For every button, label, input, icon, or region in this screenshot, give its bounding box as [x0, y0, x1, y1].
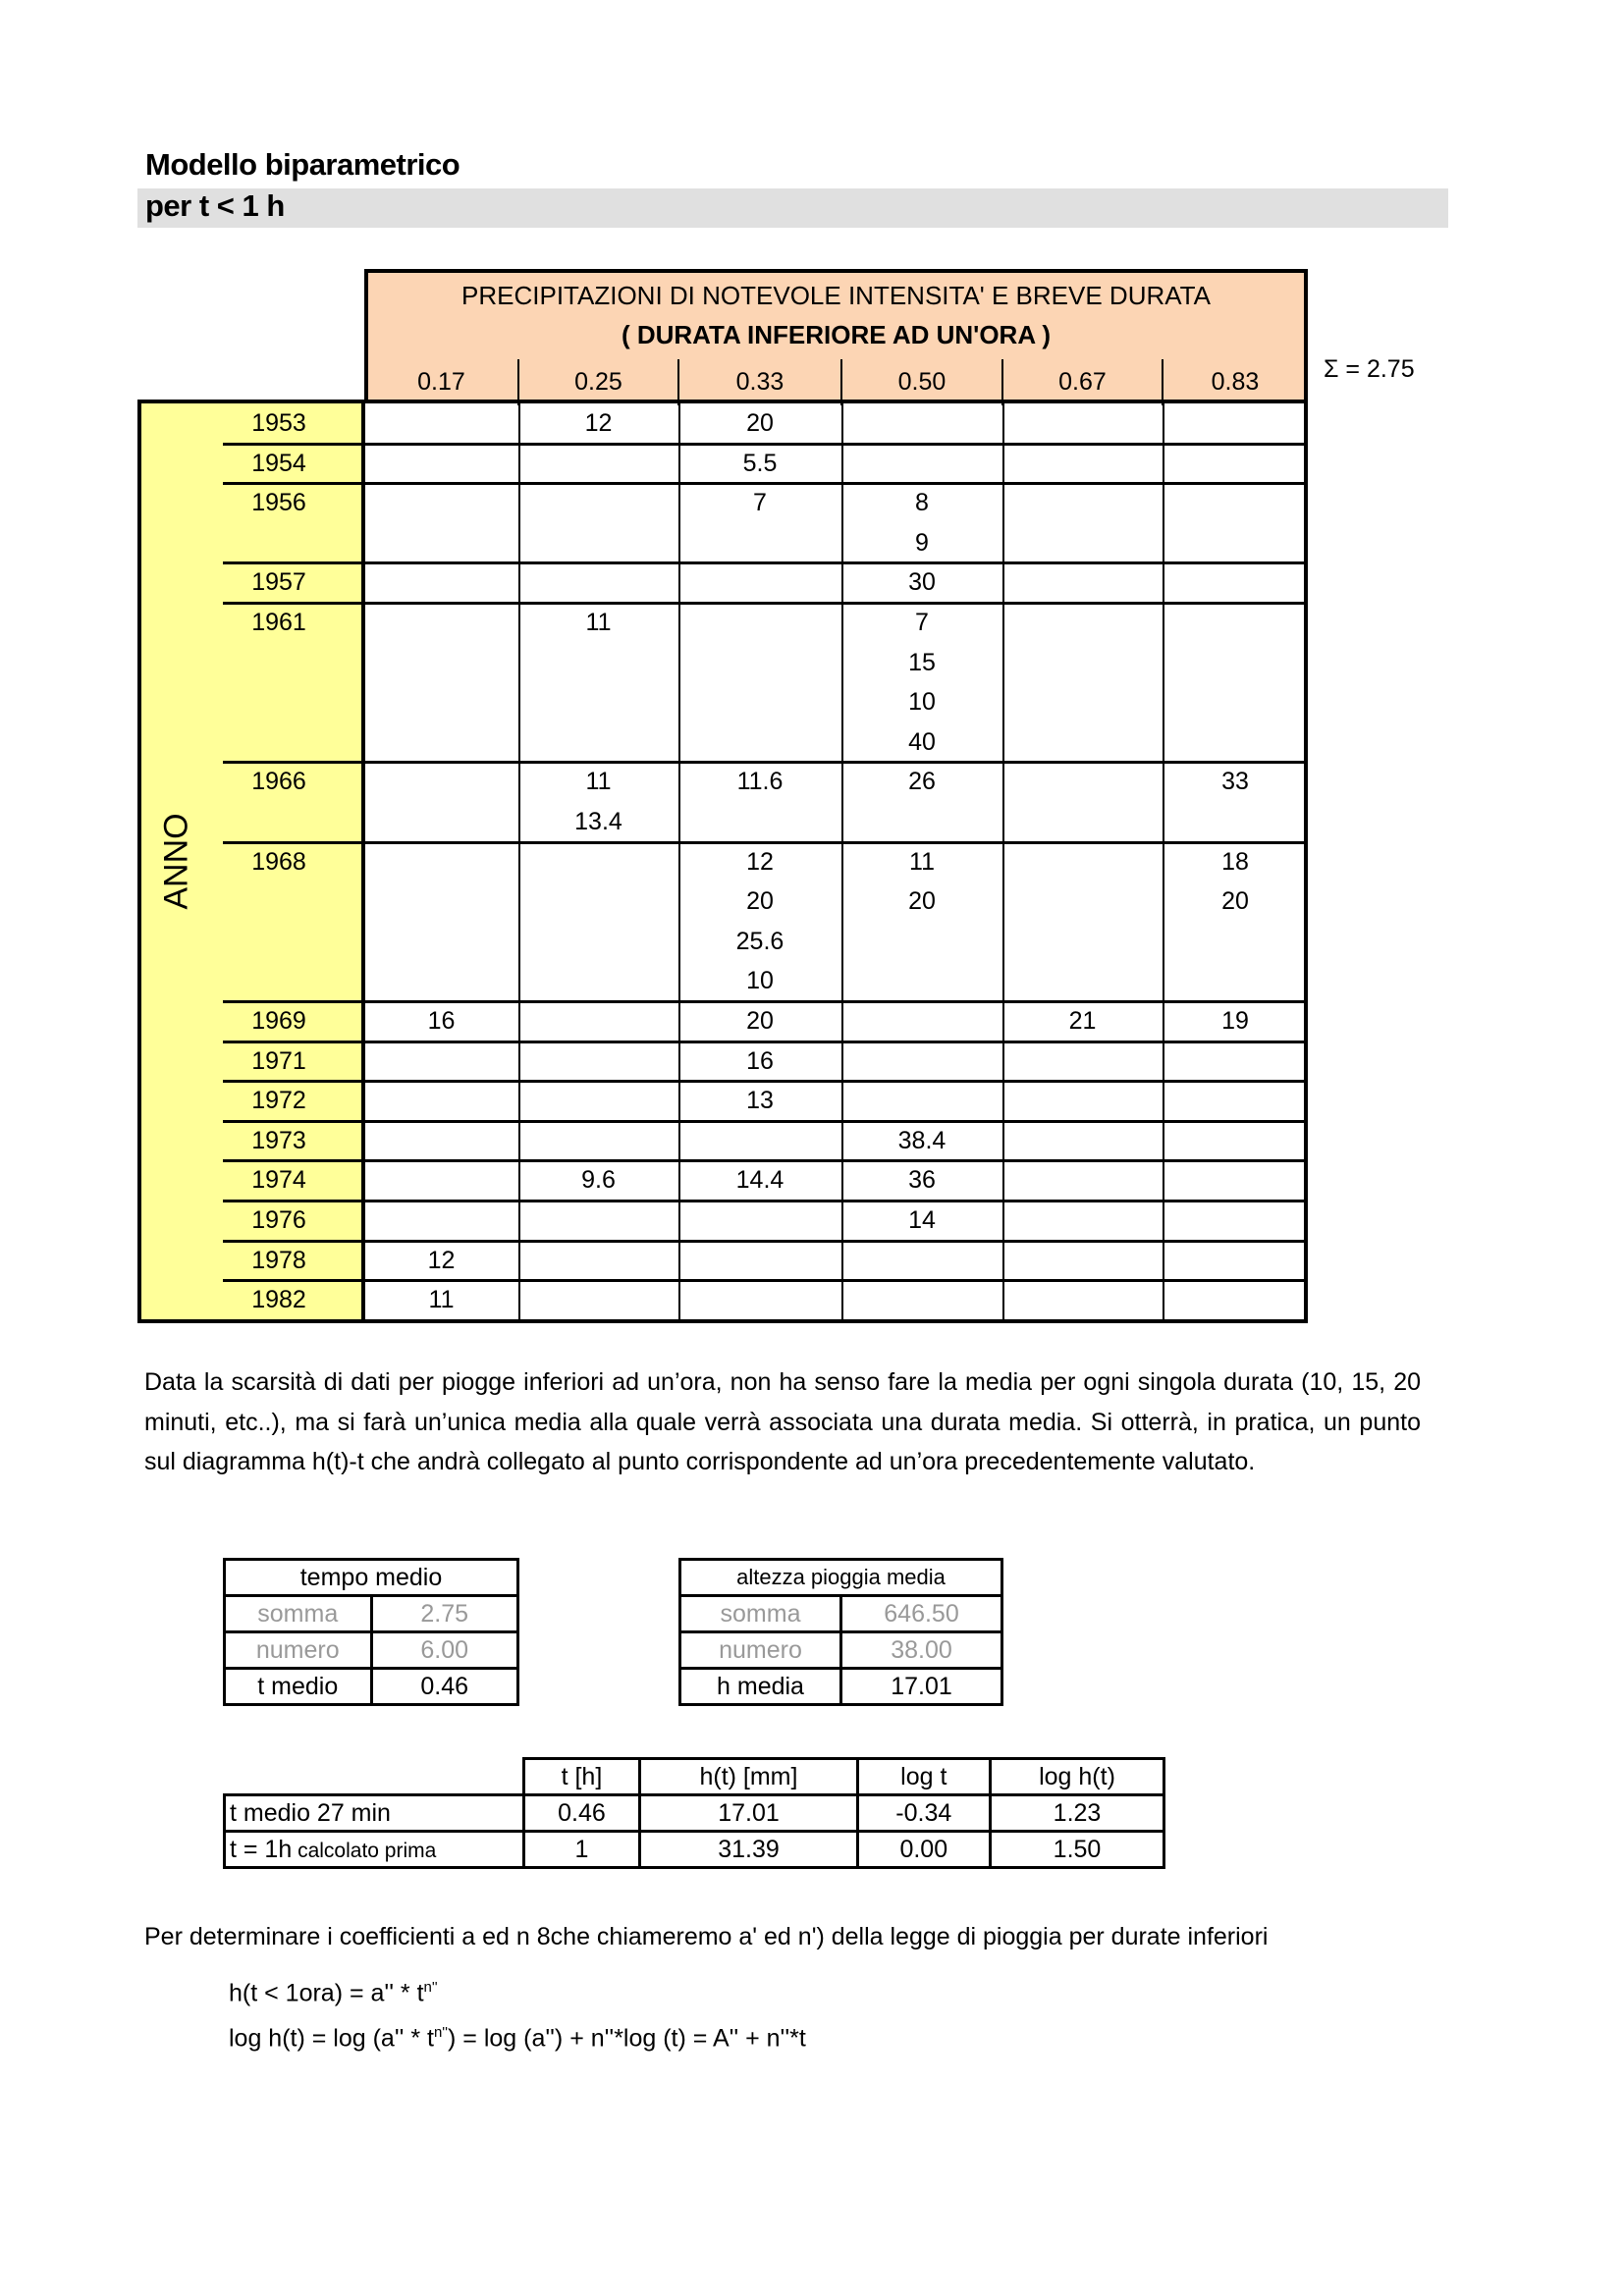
value-cell: 15	[908, 648, 936, 676]
value-cell: 7	[753, 489, 767, 517]
year-cell: 1973	[251, 1126, 306, 1154]
tempo-medio-table	[223, 1558, 519, 1706]
year-cell: 1974	[251, 1166, 306, 1195]
value-cell: 11.6	[736, 768, 784, 796]
column-divider	[1002, 403, 1004, 1319]
value-cell: 13.4	[574, 808, 622, 835]
value-cell: 11	[428, 1286, 455, 1314]
numero-value: 6.00	[371, 1632, 518, 1669]
table-row	[225, 1832, 1164, 1868]
title-bar	[137, 188, 1448, 228]
year-cell: 1953	[251, 409, 306, 437]
year-cell: 1969	[251, 1007, 306, 1035]
row-label-main: t = 1h	[230, 1835, 293, 1863]
formula-text: h(t < 1ora) = a'' * t	[229, 1979, 424, 2007]
row-divider	[223, 561, 1308, 564]
year-cell: 1966	[251, 768, 306, 796]
value-cell: 12	[584, 409, 613, 437]
altezza-media-table	[678, 1558, 1003, 1706]
t-medio-value: 0.46	[371, 1669, 518, 1705]
data-table	[137, 400, 1308, 1323]
title-line-2: per t < 1 h	[145, 188, 285, 223]
value-cell: 10	[908, 688, 936, 717]
paragraph-intro: Data la scarsità di dati per piogge inferiori ad un’ora, non ha senso fare la media per ogni singola durata (10, 15, 20 minuti, etc..), ma si farà un’unica media alla quale verrà associata una durata media. Si otterrà, in pratica, un punto sul diagramma h(t)-t che andrà collegato al punto corrispondente ad un’ora precedentemente valutato.	[144, 1368, 1421, 1476]
year-cell: 1978	[251, 1246, 306, 1274]
value-cell: 11	[909, 847, 935, 876]
numero-label: numero	[225, 1632, 372, 1669]
header-subtitle: ( DURATA INFERIORE AD UN'ORA )	[621, 320, 1052, 349]
numero-value: 38.00	[841, 1632, 1002, 1669]
value-cell: 21	[1068, 1007, 1097, 1035]
value-cell: 36	[908, 1166, 936, 1195]
col-ht: h(t) [mm]	[640, 1759, 857, 1795]
formula-exponent: n''	[423, 1979, 438, 1996]
numero-label: numero	[680, 1632, 841, 1669]
h-media-value: 17.01	[841, 1669, 1002, 1705]
year-cell: 1957	[251, 568, 306, 597]
column-divider	[840, 359, 842, 405]
value-cell: 30	[908, 568, 936, 597]
year-cell: 1954	[251, 449, 306, 477]
row-divider	[223, 1120, 1308, 1123]
value-cell: 12	[746, 847, 774, 876]
value-cell: 18	[1221, 847, 1249, 876]
column-divider	[1162, 359, 1163, 405]
header-title: PRECIPITAZIONI DI NOTEVOLE INTENSITA' E BREVE DURATA	[461, 281, 1211, 310]
value-cell: 25.6	[735, 927, 784, 955]
duration-header: 0.25	[574, 368, 622, 396]
formula-text-b: ) = log (a'') + n''*log (t) = A'' + n''*t	[448, 2024, 806, 2053]
cell: -0.34	[857, 1795, 990, 1832]
cell: 0.46	[523, 1795, 640, 1832]
column-divider	[677, 359, 679, 405]
duration-header: 0.83	[1211, 368, 1260, 396]
row-label-note: calcolato prima	[292, 1839, 437, 1862]
value-cell: 20	[1221, 887, 1249, 916]
value-cell: 20	[746, 409, 774, 437]
somma-value: 646.50	[841, 1596, 1002, 1632]
value-cell: 8	[915, 489, 929, 517]
value-cell: 19	[1221, 1007, 1249, 1035]
column-divider	[1001, 359, 1003, 405]
year-cell: 1982	[251, 1286, 306, 1314]
log-table	[223, 1757, 1165, 1869]
row-label	[225, 1832, 524, 1868]
col-logt: log t	[857, 1759, 990, 1795]
row-label: t medio 27 min	[225, 1795, 524, 1832]
table-row	[225, 1795, 1164, 1832]
value-cell: 11	[585, 768, 612, 796]
year-cell: 1971	[251, 1046, 306, 1075]
year-cell: 1956	[251, 489, 306, 517]
value-cell: 38.4	[897, 1126, 947, 1154]
value-cell: 20	[746, 1007, 774, 1035]
value-cell: 14.4	[735, 1166, 784, 1195]
somma-label: somma	[225, 1596, 372, 1632]
anno-label-wrap	[141, 403, 212, 1319]
column-divider	[517, 359, 519, 405]
value-cell: 12	[427, 1246, 456, 1274]
value-cell: 10	[746, 967, 774, 995]
col-t: t [h]	[523, 1759, 640, 1795]
empty-corner	[225, 1759, 524, 1795]
anno-label: ANNO	[157, 813, 195, 910]
value-cell: 16	[427, 1007, 456, 1035]
somma-label: somma	[680, 1596, 841, 1632]
value-cell: 20	[746, 887, 774, 916]
cell: 0.00	[857, 1832, 990, 1868]
value-cell: 11	[585, 609, 612, 636]
year-cell: 1968	[251, 847, 306, 876]
t-medio-label: t medio	[225, 1669, 372, 1705]
somma-value: 2.75	[371, 1596, 518, 1632]
row-divider	[223, 1200, 1308, 1202]
value-cell: 26	[908, 768, 936, 796]
value-cell: 13	[746, 1087, 774, 1115]
formula-log	[229, 2024, 806, 2053]
year-cell: 1961	[251, 609, 306, 636]
value-cell: 16	[746, 1046, 774, 1075]
sum-label: Σ = 2.75	[1324, 355, 1415, 383]
year-cell: 1976	[251, 1206, 306, 1234]
value-cell: 40	[908, 727, 936, 756]
value-cell: 20	[908, 887, 936, 916]
table-header	[364, 269, 1308, 401]
duration-header: 0.33	[735, 368, 784, 396]
cell: 1.50	[991, 1832, 1164, 1868]
duration-header: 0.67	[1058, 368, 1107, 396]
value-cell: 7	[915, 609, 929, 636]
cell: 1.23	[991, 1795, 1164, 1832]
value-cell: 5.5	[742, 449, 778, 477]
value-cell: 33	[1221, 768, 1249, 796]
cell: 1	[523, 1832, 640, 1868]
title-line-1: Modello biparametrico	[145, 147, 460, 182]
formula-power-law	[229, 1979, 438, 2007]
cell: 31.39	[640, 1832, 857, 1868]
row-divider	[223, 602, 1308, 605]
duration-header: 0.50	[897, 368, 947, 396]
duration-header: 0.17	[417, 368, 465, 396]
col-loght: log h(t)	[991, 1759, 1164, 1795]
formula-exponent: n''	[433, 2024, 449, 2041]
value-cell: 9.6	[581, 1166, 616, 1195]
value-cell: 9	[915, 528, 929, 557]
h-media-label: h media	[680, 1669, 841, 1705]
formula-text-a: log h(t) = log (a'' * t	[229, 2024, 434, 2053]
value-cell: 14	[908, 1206, 936, 1234]
tempo-medio-title: tempo medio	[225, 1560, 518, 1596]
altezza-media-title: altezza pioggia media	[680, 1560, 1002, 1596]
paragraph-coefficients: Per determinare i coefficienti a ed n 8che chiameremo a' ed n') della legge di pioggia per durate inferiori	[144, 1923, 1269, 1950]
year-cell: 1972	[251, 1087, 306, 1115]
cell: 17.01	[640, 1795, 857, 1832]
